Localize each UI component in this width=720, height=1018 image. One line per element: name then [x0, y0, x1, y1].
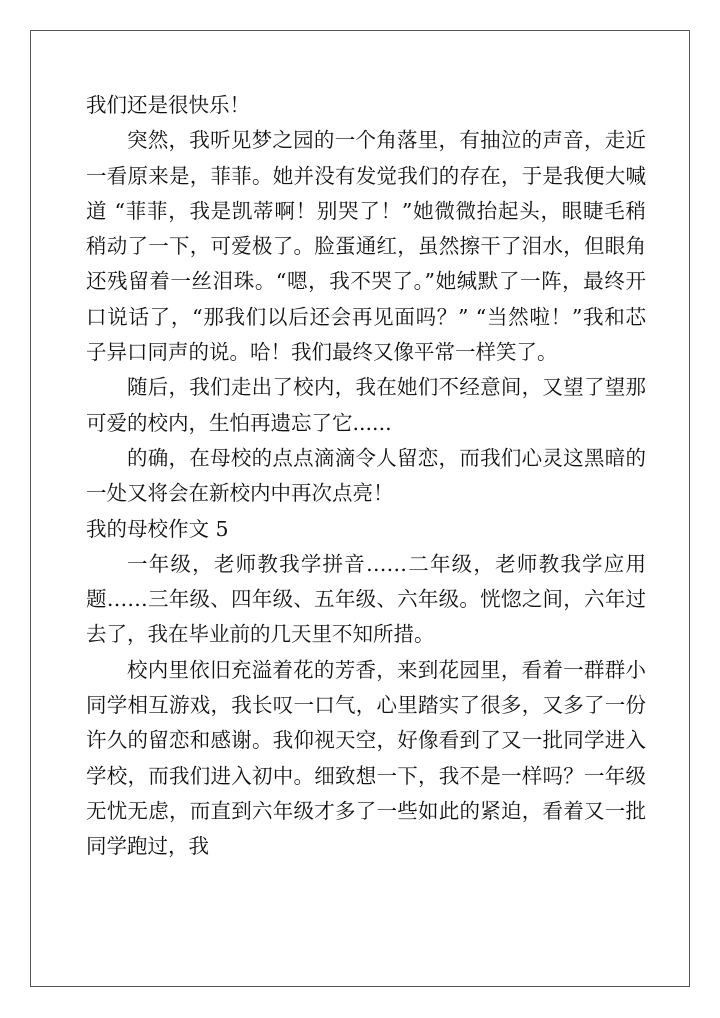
- paragraph-6: 校内里依旧充溢着花的芳香，来到花园里，看着一群群小同学相互游戏，我长叹一口气，心里踏实了很多，又多了一份许久的留恋和感谢。我仰视天空，好像看到了又一批同学进入学校，而我们进入初中。细致想一下，我不是一样吗？一年级无忧无虑，而直到六年级才多了一些如此的紧迫，看着又一批同学跑过，我: [86, 657, 646, 859]
- paragraph-5: 一年级，老师教我学拼音……二年级，老师教我学应用题……三年级、四年级、五年级、六年级。恍惚之间，六年过去了，我在毕业前的几天里不知所措。: [86, 551, 646, 647]
- paragraph-1: 我们还是很快乐！: [86, 93, 250, 117]
- paragraph-4: 的确，在母校的点点滴滴令人留恋，而我们心灵这黑暗的一处又将会在新校内中再次点亮！: [86, 445, 646, 506]
- paragraph-2: 突然，我听见梦之园的一个角落里，有抽泣的声音，走近一看原来是，菲菲。她并没有发觉我们的存在，于是我便大喊道 “菲菲，我是凯蒂啊！别哭了！”她微微抬起头，眼睫毛稍稍动了一下，可爱极了。脸蛋通红，虽然擦干了泪水，但眼角还残留着一丝泪珠。“嗯，我不哭了。”她缄默了一阵，最终开口说话了，“那我们以后还会再见面吗？” “当然啦！”我和芯子异口同声的说。哈！我们最终又像平常一样笑了。: [86, 128, 646, 365]
- paragraph-3: 随后，我们走出了校内，我在她们不经意间，又望了望那可爱的校内，生怕再遗忘了它......: [86, 375, 646, 435]
- essay-heading: 我的母校作文 5: [86, 516, 229, 541]
- document-body: [86, 88, 646, 865]
